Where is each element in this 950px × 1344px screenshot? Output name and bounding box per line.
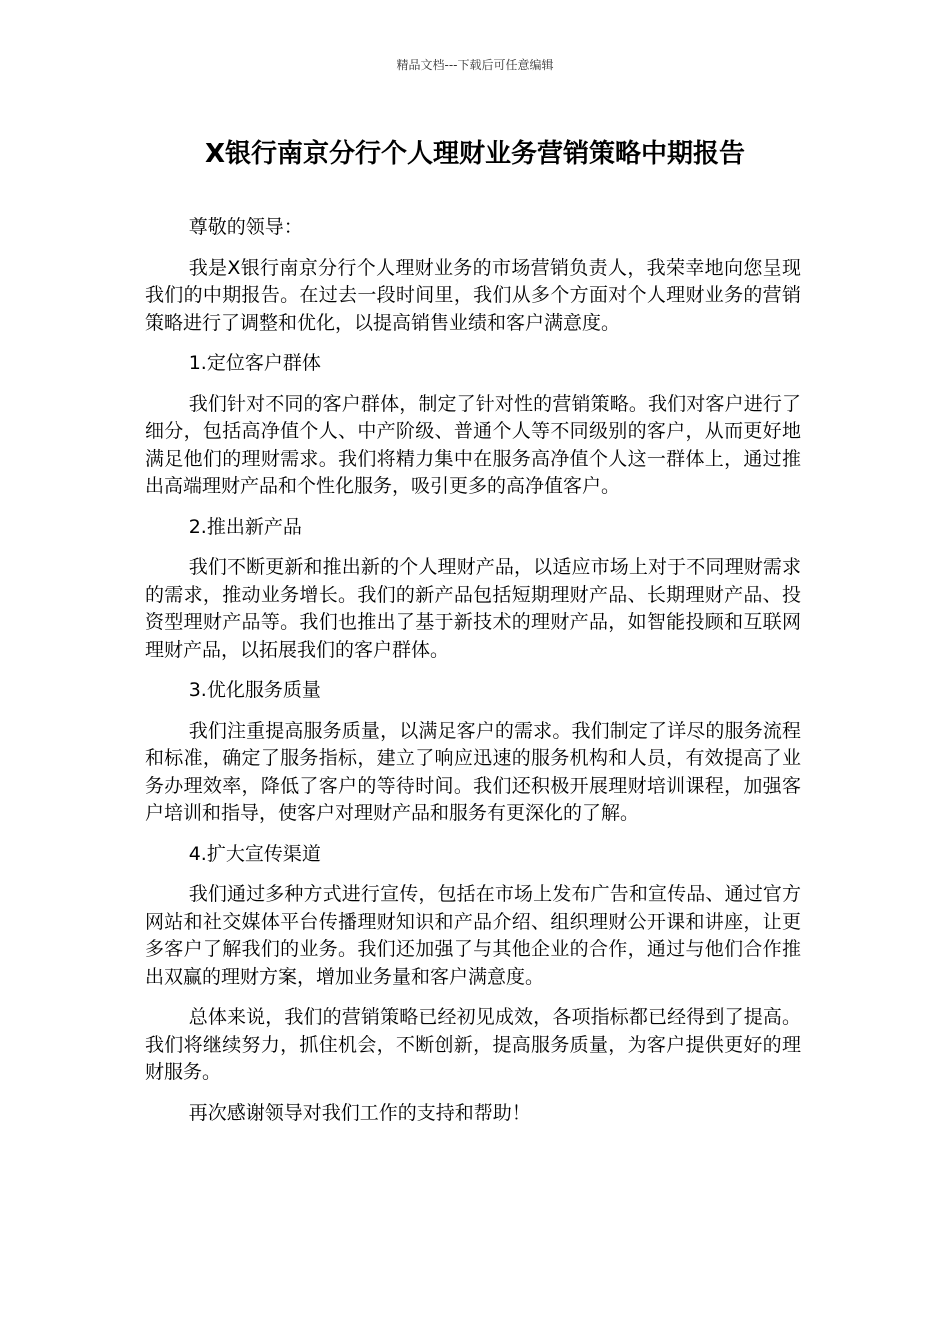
section-paragraph-3: 我们注重提高服务质量，以满足客户的需求。我们制定了详尽的服务流程和标准，确定了服务指标，建立了响应迅速的服务机构和人员，有效提高了业务办理效率，降低了客户的等待时间。我们还积极开展理财培训课程，加强客户培训和指导，使客户对理财产品和服务有更深化的了解。 xyxy=(145,719,801,824)
section-heading-3: 3.优化服务质量 xyxy=(188,679,321,701)
section-paragraph-4: 我们通过多种方式进行宣传，包括在市场上发布广告和宣传品、通过官方网站和社交媒体平台传播理财知识和产品介绍、组织理财公开课和讲座，让更多客户了解我们的业务。我们还加强了与其他企业的合作，通过与他们合作推出双赢的理财方案，增加业务量和客户满意度。 xyxy=(145,883,801,988)
section-heading-4: 4.扩大宣传渠道 xyxy=(188,842,321,865)
section-paragraph-2: 我们不断更新和推出新的个人理财产品，以适应市场上对于不同理财需求的需求，推动业务增长。我们的新产品包括短期理财产品、长期理财产品、投资型理财产品等。我们也推出了基于新技术的理财产品，如智能投顾和互联网理财产品，以拓展我们的客户群体。 xyxy=(145,556,801,661)
section-paragraph-1: 我们针对不同的客户群体，制定了针对性的营销策略。我们对客户进行了细分，包括高净值个人、中产阶级、普通个人等不同级别的客户，从而更好地满足他们的理财需求。我们将精力集中在服务高净值个人这一群体上，通过推出高端理财产品和个性化服务，吸引更多的高净值客户。 xyxy=(145,392,801,497)
header-note: 精品文档---下载后可任意编辑 xyxy=(396,58,554,72)
section-heading-1: 1.定位客户群体 xyxy=(188,352,321,374)
document-title: X银行南京分行个人理财业务营销策略中期报告 xyxy=(204,139,746,169)
document-body xyxy=(145,214,801,1140)
section-heading-2: 2.推出新产品 xyxy=(188,515,302,538)
intro-paragraph: 我是X银行南京分行个人理财业务的市场营销负责人，我荣幸地向您呈现我们的中期报告。在过去一段时间里，我们从多个方面对个人理财业务的营销策略进行了调整和优化，以提高销售业绩和客户满意度。 xyxy=(145,256,801,334)
salutation: 尊敬的领导： xyxy=(188,216,303,238)
summary-paragraph: 总体来说，我们的营销策略已经初见成效，各项指标都已经得到了提高。我们将继续努力，抓住机会，不断创新，提高服务质量，为客户提供更好的理财服务。 xyxy=(145,1006,801,1083)
closing-paragraph: 再次感谢领导对我们工作的支持和帮助！ xyxy=(188,1101,531,1124)
